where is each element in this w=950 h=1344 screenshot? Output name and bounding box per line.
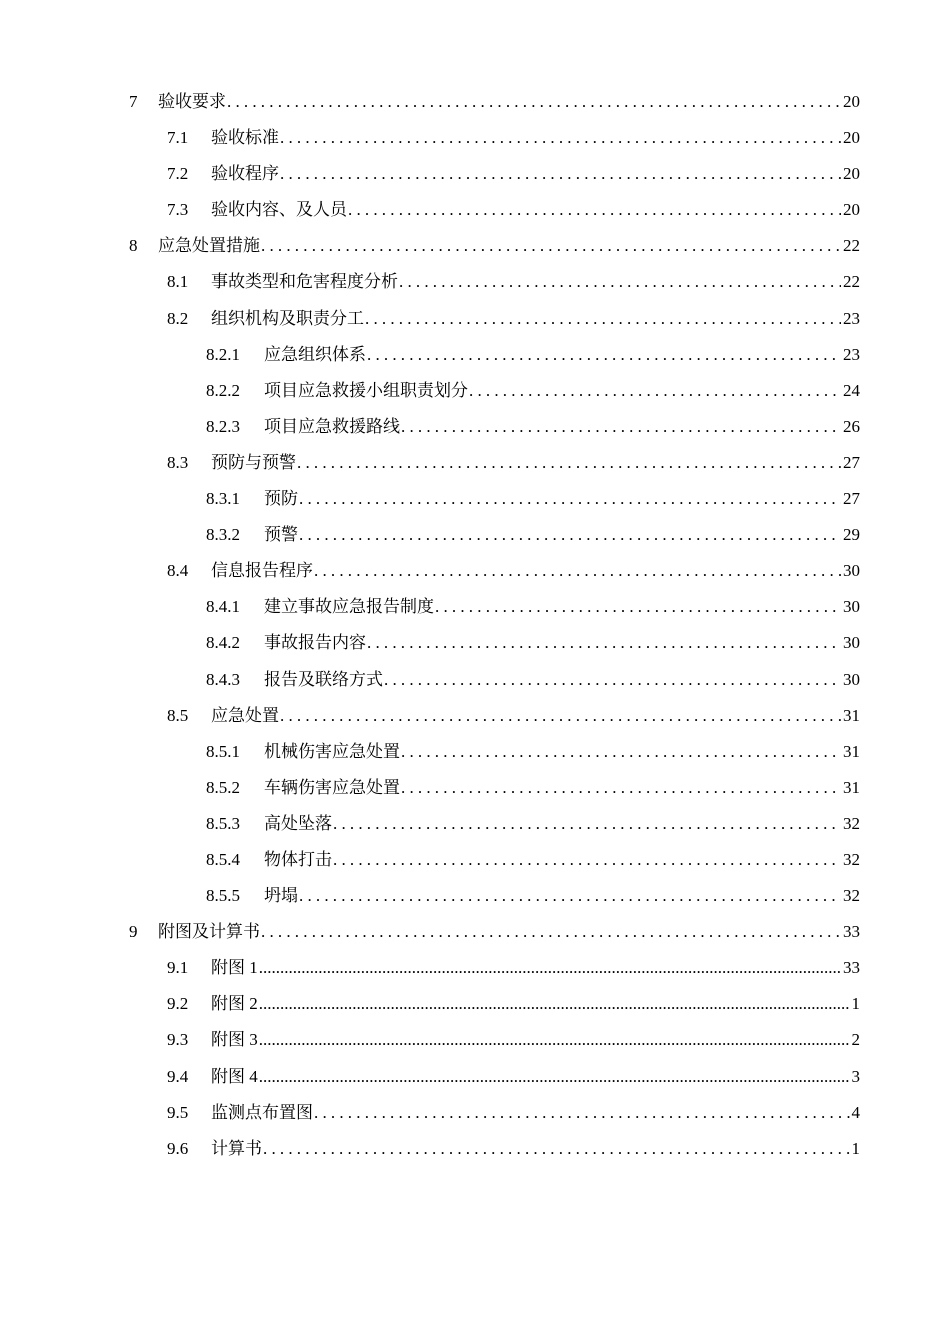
toc-entry-title: 建立事故应急报告制度 [264, 589, 435, 625]
toc-entry[interactable] [0, 553, 950, 589]
toc-entry-title-line [211, 698, 841, 734]
toc-entry-number: 7.2 [167, 164, 189, 184]
toc-entry[interactable] [0, 734, 950, 770]
toc-entry-title-line [158, 228, 841, 264]
toc-entry-number: 7 [129, 92, 138, 111]
toc-entry-title: 高处坠落 [264, 806, 333, 842]
toc-entry-title: 预防 [264, 481, 299, 517]
toc-entry-title: 验收标准 [211, 120, 280, 156]
toc-entry[interactable] [0, 409, 950, 445]
toc-entry-number: 8.2 [167, 308, 189, 328]
toc-entry-number: 8.5.4 [206, 849, 240, 869]
toc-entry[interactable] [0, 1095, 950, 1131]
toc-entry-number: 8.5.2 [206, 777, 240, 797]
toc-entry-title-line [211, 120, 841, 156]
toc-entry[interactable] [0, 806, 950, 842]
toc-entry-page-number: 31 [843, 741, 860, 761]
toc-entry-title: 附图 2 [211, 986, 259, 1022]
toc-entry-number: 9.6 [167, 1138, 189, 1158]
toc-entry-title-line [211, 156, 841, 192]
toc-entry-title: 监测点布置图 [211, 1095, 314, 1131]
toc-entry-page-number: 1 [851, 1138, 860, 1158]
toc-dot-leader [259, 1022, 850, 1058]
toc-dot-leader [280, 120, 841, 156]
toc-dot-leader [259, 986, 850, 1022]
toc-dot-leader [348, 192, 841, 228]
toc-entry[interactable] [0, 445, 950, 481]
toc-entry-number: 8.2.1 [206, 344, 240, 364]
toc-entry-title: 项目应急救援小组职责划分 [264, 373, 469, 409]
toc-entry-title: 组织机构及职责分工 [211, 301, 365, 337]
toc-dot-leader [367, 337, 841, 373]
toc-dot-leader [469, 373, 841, 409]
toc-entry-title-line [211, 445, 841, 481]
toc-entry-title: 验收内容、及人员 [211, 192, 348, 228]
toc-entry-title-line [264, 625, 841, 661]
toc-entry[interactable] [0, 84, 950, 120]
toc-entry-number: 9.5 [167, 1102, 189, 1122]
toc-entry-page-number: 31 [843, 705, 860, 725]
toc-entry-number: 7.3 [167, 200, 189, 220]
toc-entry-title-line [211, 1059, 850, 1095]
toc-entry[interactable] [0, 625, 950, 661]
toc-entry[interactable] [0, 264, 950, 300]
toc-entry-title: 应急处置 [211, 698, 280, 734]
toc-dot-leader [399, 264, 841, 300]
toc-entry-title-line [211, 950, 841, 986]
toc-entry-title-line [264, 373, 841, 409]
toc-entry-number: 8.4.1 [206, 597, 240, 617]
toc-entry[interactable] [0, 517, 950, 553]
toc-dot-leader [261, 228, 841, 264]
toc-entry-title-line [211, 301, 841, 337]
toc-dot-leader [333, 842, 841, 878]
toc-entry-title: 预警 [264, 517, 299, 553]
toc-entry[interactable] [0, 914, 950, 950]
toc-entry-number: 8 [129, 236, 138, 256]
toc-entry-number: 9.3 [167, 1030, 189, 1050]
toc-entry-title-line [264, 517, 841, 553]
toc-entry-page-number: 3 [851, 1066, 860, 1086]
toc-entry-title-line [264, 770, 841, 806]
toc-dot-leader [280, 156, 841, 192]
toc-entry-title: 计算书 [211, 1131, 263, 1167]
toc-entry-title: 附图及计算书 [158, 914, 261, 950]
toc-entry-number: 8.2.3 [206, 416, 240, 436]
toc-entry-title-line [264, 842, 841, 878]
toc-entry-page-number: 1 [851, 994, 860, 1014]
toc-entry[interactable] [0, 373, 950, 409]
toc-entry[interactable] [0, 1131, 950, 1167]
toc-entry-number: 9.4 [167, 1066, 189, 1086]
toc-dot-leader [401, 734, 841, 770]
toc-dot-leader [333, 806, 841, 842]
toc-entry-title: 验收要求 [158, 84, 227, 120]
toc-entry-page-number: 20 [843, 164, 860, 184]
toc-entry[interactable] [0, 1059, 950, 1095]
toc-entry-page-number: 23 [843, 308, 860, 328]
toc-entry-title-line [211, 264, 841, 300]
toc-entry[interactable] [0, 589, 950, 625]
table-of-contents [0, 84, 950, 1167]
toc-entry-page-number: 22 [843, 236, 860, 256]
toc-dot-leader [435, 589, 841, 625]
toc-entry-number: 8.3 [167, 452, 189, 472]
toc-entry-page-number: 20 [843, 200, 860, 220]
toc-entry[interactable] [0, 301, 950, 337]
toc-entry-number: 8.5 [167, 705, 189, 725]
toc-dot-leader [261, 914, 841, 950]
toc-entry-title-line [158, 914, 841, 950]
toc-entry-title: 附图 1 [211, 950, 259, 986]
toc-entry-page-number: 4 [851, 1102, 860, 1122]
toc-entry-page-number: 27 [843, 452, 860, 472]
toc-entry-title: 项目应急救援路线 [264, 409, 401, 445]
toc-entry[interactable] [0, 120, 950, 156]
toc-entry-title: 机械伤害应急处置 [264, 734, 401, 770]
toc-entry-title: 事故类型和危害程度分析 [211, 264, 399, 300]
toc-entry-page-number: 32 [843, 886, 860, 906]
toc-entry-page-number: 26 [843, 416, 860, 436]
toc-entry-page-number: 2 [851, 1030, 860, 1050]
toc-entry-number: 8.1 [167, 272, 189, 292]
toc-entry-title-line [211, 1131, 850, 1167]
toc-entry-page-number: 30 [843, 561, 860, 581]
toc-dot-leader [401, 409, 841, 445]
toc-entry-page-number: 33 [843, 958, 860, 978]
toc-entry-title: 车辆伤害应急处置 [264, 770, 401, 806]
toc-entry-title-line [211, 553, 841, 589]
toc-entry-title-line [264, 589, 841, 625]
toc-dot-leader [280, 698, 841, 734]
toc-entry[interactable] [0, 481, 950, 517]
toc-entry-title: 事故报告内容 [264, 625, 367, 661]
toc-entry[interactable] [0, 1022, 950, 1058]
toc-entry-number: 8.5.3 [206, 813, 240, 833]
toc-entry-title: 信息报告程序 [211, 553, 314, 589]
toc-entry-page-number: 31 [843, 777, 860, 797]
toc-entry-title-line [211, 1022, 850, 1058]
toc-entry-page-number: 30 [843, 633, 860, 653]
toc-entry[interactable] [0, 228, 950, 264]
toc-dot-leader [297, 445, 841, 481]
toc-dot-leader [263, 1131, 850, 1167]
toc-entry-number: 9.1 [167, 958, 189, 978]
toc-entry-page-number: 22 [843, 272, 860, 292]
toc-entry-title: 应急组织体系 [264, 337, 367, 373]
toc-entry-title-line [264, 337, 841, 373]
toc-entry-page-number: 29 [843, 525, 860, 545]
toc-dot-leader [299, 517, 841, 553]
toc-entry-title-line [264, 806, 841, 842]
toc-entry-number: 8.2.2 [206, 380, 240, 400]
toc-dot-leader [259, 950, 841, 986]
toc-entry-title-line [264, 662, 841, 698]
toc-dot-leader [384, 662, 841, 698]
toc-dot-leader [299, 878, 841, 914]
toc-entry-page-number: 30 [843, 597, 860, 617]
toc-entry-page-number: 27 [843, 489, 860, 509]
toc-entry-page-number: 32 [843, 813, 860, 833]
toc-dot-leader [314, 1095, 850, 1131]
toc-dot-leader [365, 301, 841, 337]
toc-entry-title-line [264, 878, 841, 914]
toc-entry[interactable] [0, 662, 950, 698]
toc-entry[interactable] [0, 842, 950, 878]
toc-entry[interactable] [0, 337, 950, 373]
toc-entry-number: 9.2 [167, 994, 189, 1014]
toc-entry-number: 8.4.2 [206, 633, 240, 653]
toc-entry-title-line [211, 986, 850, 1022]
toc-entry[interactable] [0, 986, 950, 1022]
toc-entry-number: 8.4.3 [206, 669, 240, 689]
toc-entry-number: 8.3.1 [206, 489, 240, 509]
toc-entry-title: 附图 3 [211, 1022, 259, 1058]
toc-entry[interactable] [0, 698, 950, 734]
toc-entry-title-line [264, 409, 841, 445]
toc-entry-number: 7.1 [167, 128, 189, 148]
toc-entry-number: 9 [129, 922, 138, 942]
toc-entry[interactable] [0, 156, 950, 192]
toc-entry-title-line [158, 84, 841, 120]
toc-entry-page-number: 33 [843, 922, 860, 942]
toc-entry-page-number: 32 [843, 849, 860, 869]
toc-entry-number: 8.5.5 [206, 886, 240, 906]
toc-dot-leader [227, 84, 841, 120]
toc-dot-leader [299, 481, 841, 517]
toc-entry-page-number: 24 [843, 380, 860, 400]
toc-dot-leader [259, 1059, 850, 1095]
toc-dot-leader [401, 770, 841, 806]
toc-entry-title-line [211, 192, 841, 228]
toc-entry-page-number: 20 [843, 92, 860, 111]
toc-dot-leader [367, 625, 841, 661]
toc-entry[interactable] [0, 770, 950, 806]
toc-entry-title: 物体打击 [264, 842, 333, 878]
toc-entry[interactable] [0, 878, 950, 914]
toc-entry-number: 8.4 [167, 561, 189, 581]
toc-entry-title: 应急处置措施 [158, 228, 261, 264]
toc-entry-title-line [264, 481, 841, 517]
toc-entry-title-line [211, 1095, 850, 1131]
toc-entry-number: 8.5.1 [206, 741, 240, 761]
toc-entry-title: 报告及联络方式 [264, 662, 384, 698]
toc-entry-title: 验收程序 [211, 156, 280, 192]
toc-entry-title: 附图 4 [211, 1059, 259, 1095]
toc-dot-leader [314, 553, 841, 589]
toc-entry-page-number: 30 [843, 669, 860, 689]
toc-entry[interactable] [0, 192, 950, 228]
toc-entry-page-number: 20 [843, 128, 860, 148]
toc-entry-page-number: 23 [843, 344, 860, 364]
toc-entry[interactable] [0, 950, 950, 986]
toc-entry-title: 预防与预警 [211, 445, 297, 481]
toc-entry-title: 坍塌 [264, 878, 299, 914]
toc-entry-title-line [264, 734, 841, 770]
toc-entry-number: 8.3.2 [206, 525, 240, 545]
